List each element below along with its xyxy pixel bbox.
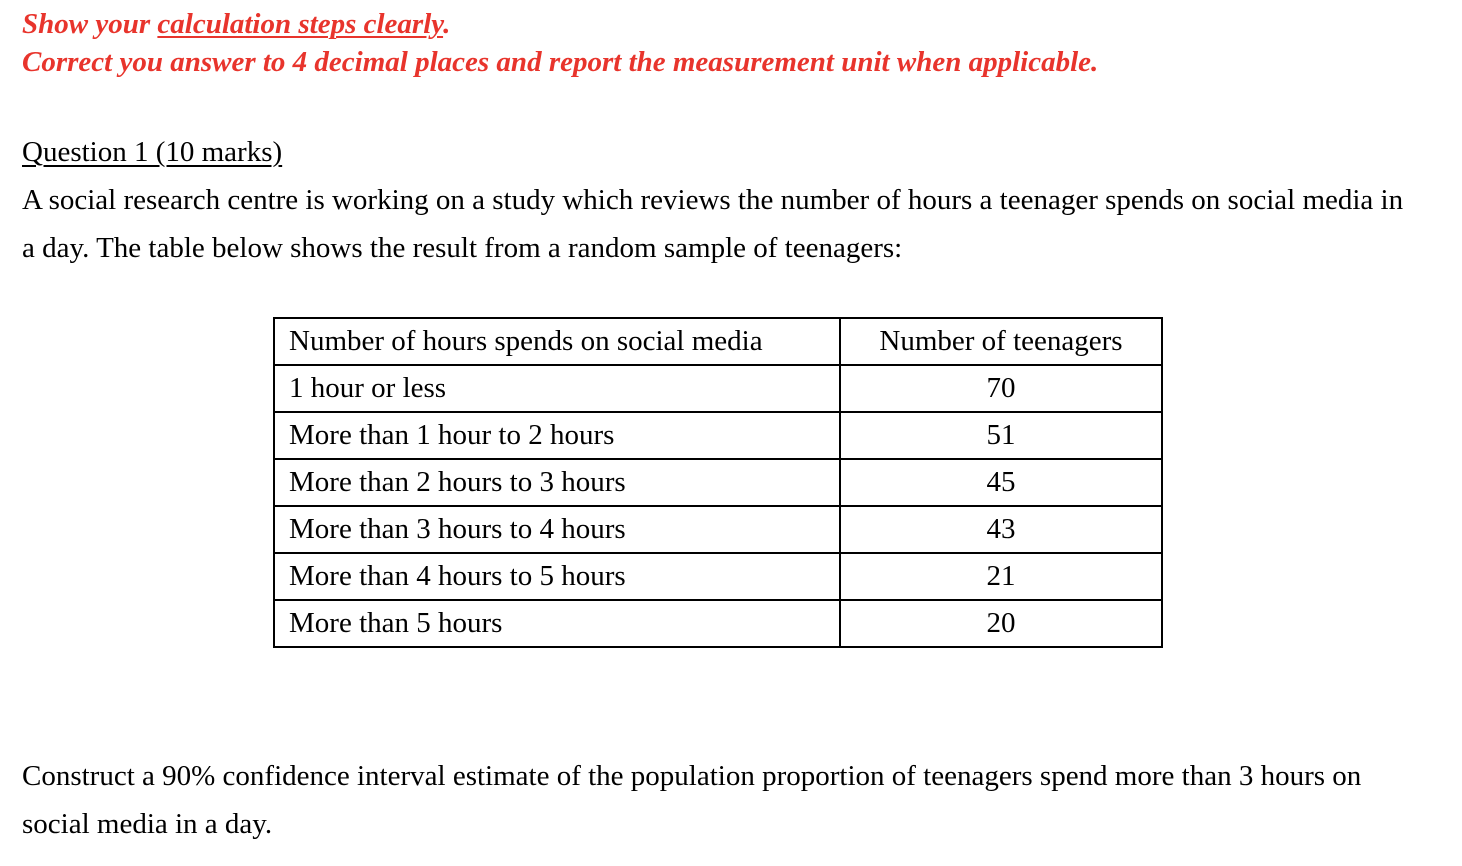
data-table: [273, 317, 1163, 648]
instruction-line-1: [22, 10, 450, 39]
table-cell-hours: More than 4 hours to 5 hours: [274, 553, 840, 600]
table-cell-hours: More than 3 hours to 4 hours: [274, 506, 840, 553]
question-intro: A social research centre is working on a study which reviews the number of hours a teenager spends on social media in a day. The table below shows the result from a random sample of teenagers:: [22, 184, 1404, 264]
column-header-teenagers: Number of teenagers: [840, 318, 1162, 365]
instruction-emphasis: calculation steps clearly: [157, 8, 444, 40]
table-cell-count: 43: [840, 506, 1162, 553]
table-cell-hours: 1 hour or less: [274, 365, 840, 412]
table-row: [274, 459, 1162, 506]
table-row: [274, 365, 1162, 412]
table-row: [274, 506, 1162, 553]
table-header-row: [274, 318, 1162, 365]
table-row: [274, 553, 1162, 600]
table-row: [274, 412, 1162, 459]
table-cell-hours: More than 5 hours: [274, 600, 840, 647]
column-header-hours: Number of hours spends on social media: [274, 318, 840, 365]
question-title: Question 1 (10 marks): [22, 136, 283, 168]
question-prompt: Construct a 90% confidence interval estimate of the population proportion of teenagers spend more than 3 hours on social media in a day.: [22, 760, 1362, 840]
table-row: [274, 600, 1162, 647]
table-cell-count: 20: [840, 600, 1162, 647]
table-cell-count: 70: [840, 365, 1162, 412]
table-cell-count: 21: [840, 553, 1162, 600]
table-cell-count: 45: [840, 459, 1162, 506]
instruction-suffix: .: [443, 8, 451, 40]
table-cell-hours: More than 1 hour to 2 hours: [274, 412, 840, 459]
instruction-prefix: Show your: [22, 8, 158, 40]
instruction-line-2: Correct you answer to 4 decimal places and report the measurement unit when applicable.: [22, 46, 1099, 78]
table-cell-hours: More than 2 hours to 3 hours: [274, 459, 840, 506]
table-cell-count: 51: [840, 412, 1162, 459]
